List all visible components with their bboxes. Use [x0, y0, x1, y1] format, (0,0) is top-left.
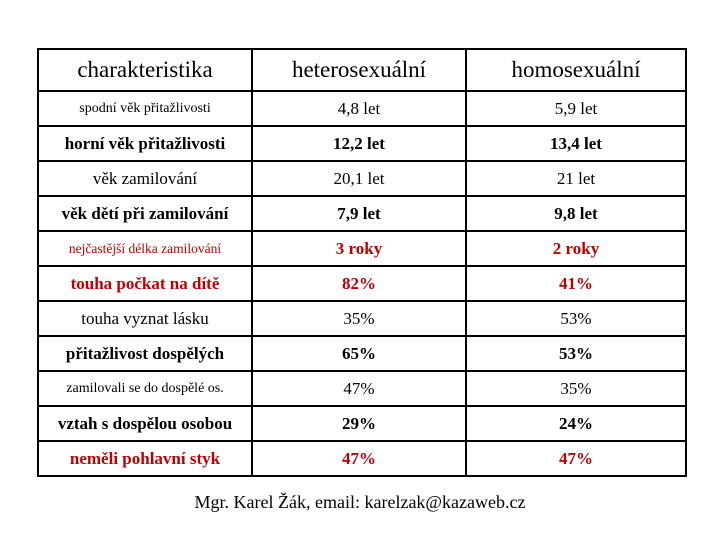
comparison-table: [37, 48, 687, 477]
row-value-homosexual: 53%: [466, 301, 686, 336]
row-value-homosexual: 21 let: [466, 161, 686, 196]
row-value-heterosexual: 7,9 let: [252, 196, 466, 231]
row-value-heterosexual: 47%: [252, 371, 466, 406]
table-row: [38, 231, 686, 266]
row-value-homosexual: 35%: [466, 371, 686, 406]
row-value-homosexual: 5,9 let: [466, 91, 686, 126]
row-value-heterosexual: 35%: [252, 301, 466, 336]
row-value-heterosexual: 4,8 let: [252, 91, 466, 126]
row-value-heterosexual: 20,1 let: [252, 161, 466, 196]
row-label: horní věk přitažlivosti: [38, 126, 252, 161]
table-header-row: [38, 49, 686, 91]
row-value-homosexual: 24%: [466, 406, 686, 441]
row-label: nejčastější délka zamilování: [38, 231, 252, 266]
row-label: vztah s dospělou osobou: [38, 406, 252, 441]
row-value-homosexual: 47%: [466, 441, 686, 476]
header-heterosexual: heterosexuální: [252, 49, 466, 91]
author-footer: Mgr. Karel Žák, email: karelzak@kazaweb.cz: [194, 492, 526, 512]
table-row: [38, 441, 686, 476]
row-label: neměli pohlavní styk: [38, 441, 252, 476]
table-row: [38, 196, 686, 231]
row-value-homosexual: 53%: [466, 336, 686, 371]
table-row: [38, 126, 686, 161]
row-value-heterosexual: 82%: [252, 266, 466, 301]
table-row: [38, 406, 686, 441]
row-value-heterosexual: 29%: [252, 406, 466, 441]
row-value-homosexual: 2 roky: [466, 231, 686, 266]
row-value-heterosexual: 47%: [252, 441, 466, 476]
table-row: [38, 301, 686, 336]
table-row: [38, 336, 686, 371]
table-row: [38, 371, 686, 406]
row-value-homosexual: 9,8 let: [466, 196, 686, 231]
row-value-heterosexual: 12,2 let: [252, 126, 466, 161]
row-value-homosexual: 41%: [466, 266, 686, 301]
table-row: [38, 266, 686, 301]
row-label: věk dětí při zamilování: [38, 196, 252, 231]
row-value-homosexual: 13,4 let: [466, 126, 686, 161]
table-row: [38, 91, 686, 126]
row-label: touha počkat na dítě: [38, 266, 252, 301]
row-label: spodní věk přitažlivosti: [38, 91, 252, 126]
row-value-heterosexual: 65%: [252, 336, 466, 371]
header-homosexual: homosexuální: [466, 49, 686, 91]
row-label: věk zamilování: [38, 161, 252, 196]
row-label: přitažlivost dospělých: [38, 336, 252, 371]
row-label: touha vyznat lásku: [38, 301, 252, 336]
header-characteristic: charakteristika: [38, 49, 252, 91]
row-label: zamilovali se do dospělé os.: [38, 371, 252, 406]
table-row: [38, 161, 686, 196]
row-value-heterosexual: 3 roky: [252, 231, 466, 266]
